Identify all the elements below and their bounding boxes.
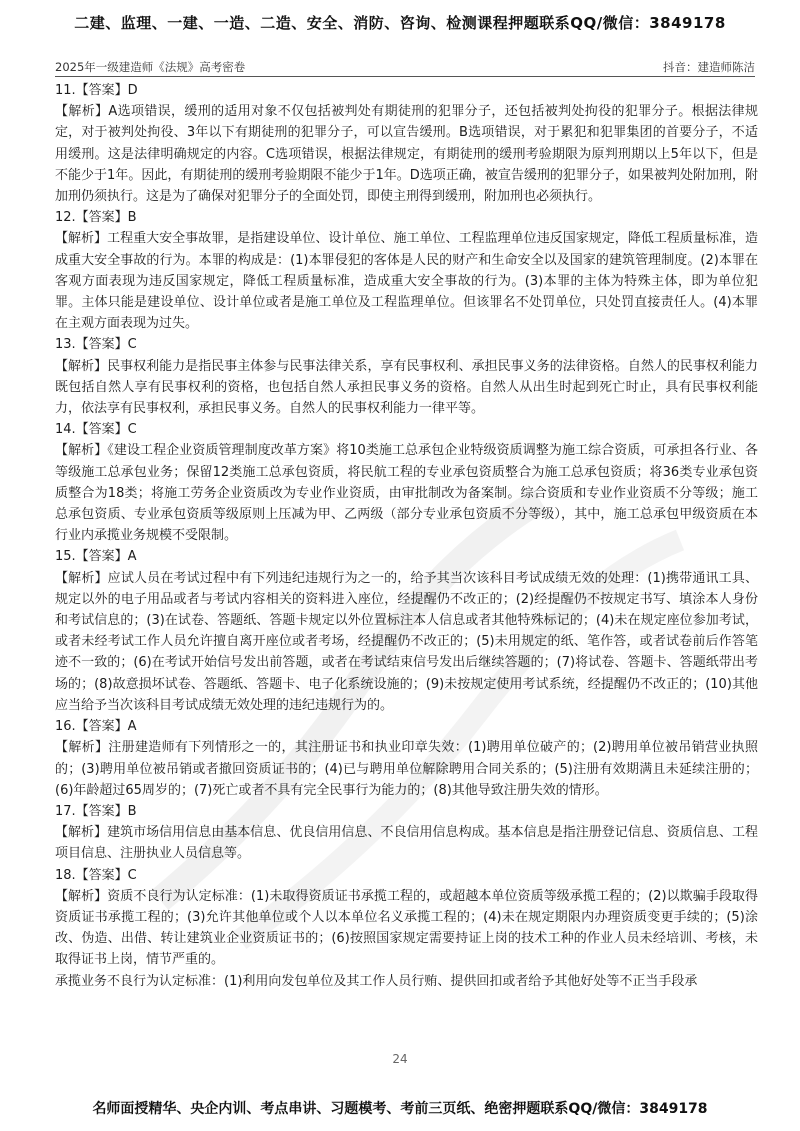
trailing-paragraph: 承揽业务不良行为认定标准：(1)利用向发包单位及其工作人员行贿、提供回扣或者给予其他好处等不正当手段承: [55, 973, 698, 989]
author-credit: 抖音：建造师陈洁: [663, 60, 755, 74]
answer-line: 13.【答案】C: [55, 337, 137, 353]
answer-line: 15.【答案】A: [55, 549, 137, 565]
answer-line: 12.【答案】B: [55, 210, 137, 226]
question-block-11: [55, 80, 758, 207]
bottom-banner: 名师面授精华、央企内训、考点串讲、习题模考、考前三页纸、绝密押题联系QQ/微信：3849178: [92, 1101, 708, 1117]
question-block-13: [55, 334, 758, 419]
analysis-paragraph: 【解析】《建设工程企业资质管理制度改革方案》将10类施工总承包企业特级资质调整为施工综合资质，可承担各行业、各等级施工总承包业务；保留12类施工总承包资质，将民航工程的专业承包资质整合为施工总承包资质；将36类专业承包资质整合为18类；将施工劳务企业资质改为专业作业资质，由审批制改为备案制。综合资质和专业作业资质不分等级；施工总承包资质、专业承包资质等级原则上压减为甲、乙两级（部分专业承包资质不分等级），其中，施工总承包甲级资质在本行业内承揽业务规模不受限制。: [55, 443, 758, 544]
question-block-16: [55, 716, 758, 801]
analysis-paragraph: 【解析】民事权利能力是指民事主体参与民事法律关系，享有民事权利、承担民事义务的法律资格。自然人的民事权利能力既包括自然人享有民事权利的资格，也包括自然人承担民事义务的资格。自然人从出生时起到死亡时止，具有民事权利能力，依法享有民事权利，承担民事义务。自然人的民事权利能力一律平等。: [55, 358, 758, 417]
analysis-paragraph: 【解析】建筑市场信用信息由基本信息、优良信用信息、不良信用信息构成。基本信息是指注册登记信息、资质信息、工程项目信息、注册执业人员信息等。: [55, 825, 758, 862]
question-block-17: [55, 801, 758, 865]
answer-line: 16.【答案】A: [55, 719, 137, 735]
answer-analysis-section: [55, 80, 758, 992]
page-number: 24: [392, 1052, 408, 1066]
analysis-paragraph: 【解析】注册建造师有下列情形之一的，其注册证书和执业印章失效：(1)聘用单位破产的；(2)聘用单位被吊销营业执照的；(3)聘用单位被吊销或者撤回资质证书的；(4)已与聘用单位解除聘用合同关系的；(5)注册有效期满且未延续注册的；(6)年龄超过65周岁的；(7)死亡或者不具有完全民事行为能力的；(8)其他导致注册失效的情形。: [55, 740, 758, 798]
question-block-14: [55, 419, 758, 546]
analysis-paragraph: 【解析】A选项错误，缓刑的适用对象不仅包括被判处有期徒刑的犯罪分子，还包括被判处拘役的犯罪分子。根据法律规定，对于被判处拘役、3年以下有期徒刑的犯罪分子，可以宣告缓刑。B选项错误，对于累犯和犯罪集团的首要分子，不适用缓刑。这是法律明确规定的内容。C选项错误，根据法律规定，有期徒刑的缓刑考验期限为原判刑期以上5年以下，但是不能少于1年。因此，有期徒刑的缓刑考验期限不能少于1年。D选项正确，被宣告缓刑的犯罪分子，如果被判处附加刑，附加刑仍须执行。这是为了确保对犯罪分子的全面处罚，即使主刑得到缓刑，附加刑也必须执行。: [55, 104, 758, 205]
page-header: [55, 58, 755, 77]
answer-line: 18.【答案】C: [55, 867, 137, 883]
question-block-18: [55, 865, 758, 971]
answer-line: 17.【答案】B: [55, 803, 137, 819]
exam-title: 2025年一级建造师《法规》高考密卷: [55, 60, 246, 74]
answer-line: 11.【答案】D: [55, 83, 138, 98]
answer-line: 14.【答案】C: [55, 422, 137, 438]
analysis-paragraph: 【解析】工程重大安全事故罪，是指建设单位、设计单位、施工单位、工程监理单位违反国家规定，降低工程质量标准，造成重大安全事故的行为。本罪的构成是：(1)本罪侵犯的客体是人民的财产和生命安全以及国家的建筑管理制度。(2)本罪在客观方面表现为违反国家规定，降低工程质量标准，造成重大安全事故的行为。(3)本罪的主体为特殊主体，即为单位犯罪。主体只能是建设单位、设计单位或者是施工单位及工程监理单位。但该罪名不处罚单位，只处罚直接责任人。(4)本罪在主观方面表现为过失。: [55, 231, 758, 332]
question-block-15: [55, 546, 758, 716]
analysis-paragraph: 【解析】应试人员在考试过程中有下列违纪违规行为之一的，给予其当次该科目考试成绩无效的处理：(1)携带通讯工具、规定以外的电子用品或者与考试内容相关的资料进入座位，经提醒仍不改正的；(2)经提醒仍不按规定书写、填涂本人身份和考试信息的；(3)在试卷、答题纸、答题卡规定以外位置标注本人信息或者其他特殊标记的；(4)未在规定座位参加考试，或者未经考试工作人员允许擅自离开座位或者考场，经提醒仍不改正的；(5)未用规定的纸、笔作答，或者试卷前后作答笔迹不一致的；(6)在考试开始信号发出前答题，或者在考试结束信号发出后继续答题的；(7)将试卷、答题卡、答题纸带出考场的；(8)故意损坏试卷、答题纸、答题卡、电子化系统设施的；(9)未按规定使用考试系统，经提醒仍不改正的；(10)其他应当给予当次该科目考试成绩无效处理的违纪违规行为的。: [55, 570, 758, 713]
question-block-12: [55, 207, 758, 334]
analysis-paragraph: 【解析】资质不良行为认定标准：(1)未取得资质证书承揽工程的，或超越本单位资质等级承揽工程的；(2)以欺骗手段取得资质证书承揽工程的；(3)允许其他单位或个人以本单位名义承揽工程的；(4)未在规定期限内办理资质变更手续的；(5)涂改、伪造、出借、转让建筑业企业资质证书的；(6)按照国家规定需要持证上岗的技术工种的作业人员未经培训、考核，未取得证书上岗，情节严重的。: [55, 888, 758, 968]
top-banner: 二建、监理、一建、一造、二造、安全、消防、咨询、检测课程押题联系QQ/微信：3849178: [74, 14, 726, 32]
